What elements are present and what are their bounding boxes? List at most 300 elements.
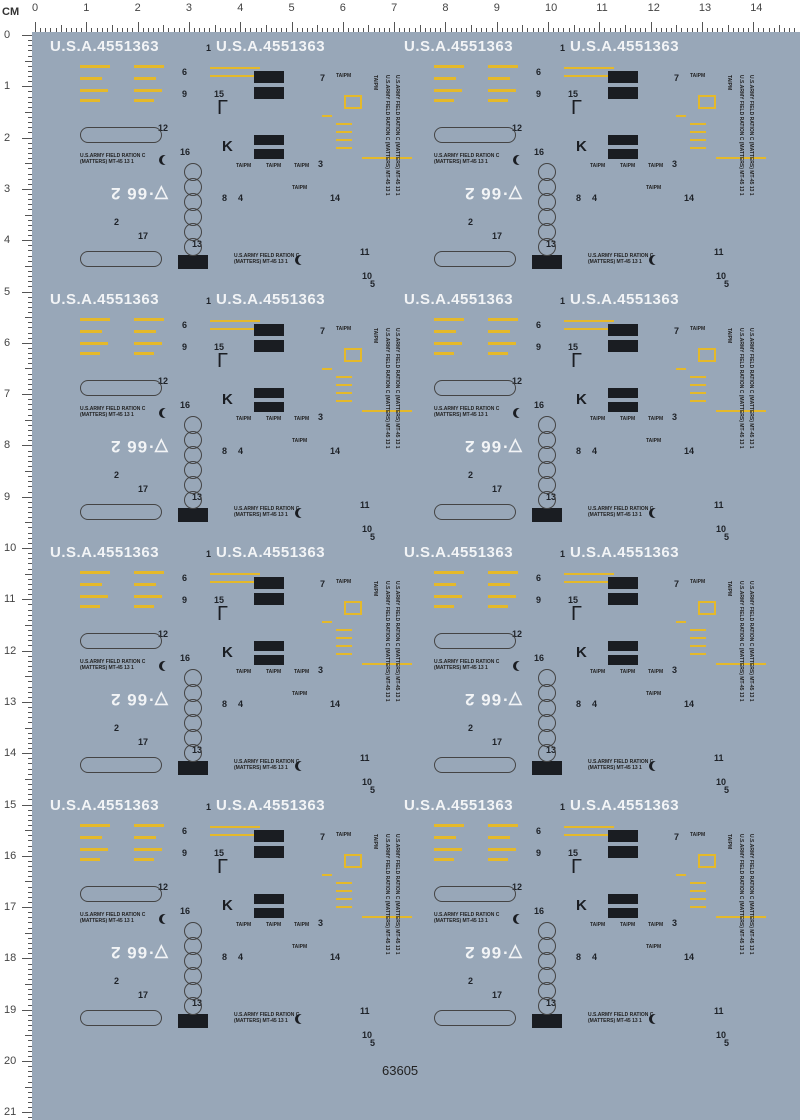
small-tag: TAIPM: [236, 163, 252, 169]
decal-sheet: [32, 32, 800, 1120]
army-label: U.S.ARMY FIELD RATION C (MATTERS) MT-45 13 1: [234, 759, 300, 771]
ruler-left-label: 2: [4, 131, 11, 144]
ruler-tick: [22, 343, 32, 344]
yellow-marking: [564, 834, 614, 836]
decal-number: 2: [114, 723, 120, 733]
decal-number: 7: [674, 832, 680, 842]
decal-number: 7: [320, 579, 326, 589]
small-tag: TAIPM: [236, 669, 252, 675]
yellow-marking: [80, 858, 100, 861]
ruler-left-label: 18: [4, 952, 17, 965]
yellow-marking: [434, 65, 464, 68]
ruler-left-label: 19: [4, 1003, 17, 1016]
decal-number: 10: [362, 777, 373, 787]
yellow-marking: [322, 621, 332, 623]
yellow-marking: [80, 571, 110, 574]
ruler-tick: [25, 61, 32, 62]
serial-number-b: U.S.A.4551363: [216, 797, 326, 814]
decal-number: 17: [492, 990, 503, 1000]
yellow-marking: [434, 330, 456, 333]
army-label: U.S.ARMY FIELD RATION C (MATTERS) MT-45 13 1: [434, 406, 500, 418]
ruler-tick: [22, 1061, 32, 1062]
ruler-tick: [651, 22, 652, 32]
small-tag: TAIPM: [620, 922, 636, 928]
ruler-tick: [86, 22, 87, 32]
crescent-decal: [516, 155, 526, 165]
yellow-marking: [80, 330, 102, 333]
decal-number: 5: [724, 279, 730, 289]
yellow-marking: [134, 848, 162, 851]
yellow-marking: [690, 653, 706, 655]
ruler-tick: [25, 1035, 32, 1036]
serial-number-a: U.S.A.4551363: [404, 38, 514, 55]
ruler-tick: [22, 189, 32, 190]
yellow-marking: [322, 115, 332, 117]
vertical-label: TAIPM: [372, 75, 378, 91]
stencil-block: [608, 593, 638, 605]
vertical-label: U.S.ARMY FIELD RATION C (MATTERS) MT-45 13 1: [748, 328, 754, 449]
decal-number: 17: [138, 484, 149, 494]
decal-number: 9: [182, 89, 188, 99]
decal-set: [394, 35, 754, 295]
army-label: U.S.ARMY FIELD RATION C (MATTERS) MT-45 13 1: [234, 506, 300, 518]
crescent-decal: [298, 761, 308, 771]
yellow-marking: [488, 605, 508, 608]
yellow-marking: [134, 352, 154, 355]
yellow-marking: [80, 583, 102, 586]
decal-number: 15: [214, 848, 225, 858]
small-tag: TAIPM: [336, 73, 352, 79]
vertical-label: TAIPM: [726, 75, 732, 91]
decal-number: 4: [238, 952, 244, 962]
ruler-tick: [22, 497, 32, 498]
decal-number: 5: [724, 785, 730, 795]
decal-number: 5: [724, 532, 730, 542]
yellow-marking: [134, 858, 154, 861]
army-label: U.S.ARMY FIELD RATION C (MATTERS) MT-45 13 1: [588, 1012, 654, 1024]
ruler-tick: [22, 856, 32, 857]
ruler-tick: [22, 35, 32, 36]
yellow-marking: [676, 874, 686, 876]
yellow-marking: [488, 824, 518, 827]
vertical-label: U.S.ARMY FIELD RATION C (MATTERS) MT-45 13 1: [394, 328, 400, 449]
yellow-frame: [698, 854, 716, 868]
ruler-top-label: 1: [83, 2, 90, 14]
yellow-marking: [134, 65, 164, 68]
yellow-marking: [134, 318, 164, 321]
army-label: U.S.ARMY FIELD RATION C (MATTERS) MT-45 13 1: [434, 912, 500, 924]
decal-number: 10: [716, 1030, 727, 1040]
decal-number: 13: [546, 492, 557, 502]
serial-number-a: U.S.A.4551363: [404, 544, 514, 561]
ruler-tick: [22, 805, 32, 806]
decal-number: 10: [362, 524, 373, 534]
decal-number: 7: [320, 832, 326, 842]
oval-border: [434, 886, 516, 902]
ruler-tick: [22, 958, 32, 959]
yellow-marking: [564, 67, 614, 69]
yellow-marking: [564, 75, 614, 77]
yellow-marking: [134, 583, 156, 586]
ruler-tick: [676, 25, 677, 32]
ruler-tick: [753, 22, 754, 32]
oval-border: [80, 504, 162, 520]
stencil-block: [608, 577, 638, 589]
decal-number: 12: [158, 123, 169, 133]
yellow-marking: [336, 898, 352, 900]
stencil-block: [254, 71, 284, 83]
army-label: U.S.ARMY FIELD RATION C (MATTERS) MT-45 13 1: [234, 1012, 300, 1024]
yellow-marking: [336, 629, 352, 631]
yellow-marking: [488, 89, 516, 92]
small-tag: TAIPM: [648, 416, 664, 422]
yellow-marking: [134, 571, 164, 574]
stencil-block: [608, 830, 638, 842]
stencil-block: [178, 255, 208, 269]
oval-border: [434, 1010, 516, 1026]
yellow-marking: [434, 99, 454, 102]
army-label: U.S.ARMY FIELD RATION C (MATTERS) MT-45 13 1: [80, 912, 146, 924]
gamma-decal: Γ: [571, 97, 583, 119]
decal-number: 12: [512, 123, 523, 133]
vertical-label: U.S.ARMY FIELD RATION C (MATTERS) MT-45 13 1: [384, 581, 390, 702]
yellow-marking: [80, 77, 102, 80]
decal-number: 15: [214, 595, 225, 605]
decal-number: 4: [238, 446, 244, 456]
decal-number: 11: [714, 1006, 724, 1016]
crescent-decal: [298, 1014, 308, 1024]
yellow-marking: [488, 858, 508, 861]
decal-set: [40, 541, 400, 801]
yellow-marking: [690, 882, 706, 884]
crescent-decal: [652, 255, 662, 265]
yellow-marking: [336, 906, 352, 908]
stencil-block: [254, 846, 284, 858]
decal-number: 16: [534, 400, 545, 410]
ruler-tick: [25, 163, 32, 164]
decal-number: 4: [238, 699, 244, 709]
decal-number: 13: [192, 745, 203, 755]
yellow-marking: [80, 824, 110, 827]
yellow-frame: [344, 348, 362, 362]
ruler-left-label: 11: [4, 593, 16, 606]
yellow-frame: [344, 854, 362, 868]
vertical-label: U.S.ARMY FIELD RATION C (MATTERS) MT-45 13 1: [394, 581, 400, 702]
small-tag: TAIPM: [620, 163, 636, 169]
decal-number: 11: [714, 753, 724, 763]
yellow-marking: [434, 77, 456, 80]
ruler-tick: [394, 22, 395, 32]
vertical-label: U.S.ARMY FIELD RATION C (MATTERS) MT-45 13 1: [384, 328, 390, 449]
decal-number: 3: [318, 159, 324, 169]
decal-number: 5: [724, 1038, 730, 1048]
decal-number: 4: [238, 193, 244, 203]
decal-number: 6: [536, 826, 542, 836]
chain-ring: [184, 744, 202, 762]
ruler-tick: [420, 25, 421, 32]
yellow-marking: [210, 826, 260, 828]
decal-number: 13: [192, 239, 203, 249]
flipped-marking: ▽·66 2: [110, 690, 168, 709]
ruler-left-label: 6: [4, 336, 11, 349]
yellow-marking: [80, 848, 108, 851]
decal-number: 2: [468, 470, 474, 480]
stencil-block: [608, 908, 638, 918]
decal-number: 15: [568, 342, 579, 352]
yellow-marking: [488, 848, 516, 851]
decal-number: 3: [318, 918, 324, 928]
yellow-marking: [210, 581, 260, 583]
decal-number: 8: [576, 446, 582, 456]
yellow-marking: [690, 906, 706, 908]
yellow-marking: [676, 621, 686, 623]
ruler-top-label: 0: [32, 2, 39, 14]
yellow-marking: [210, 320, 260, 322]
chain-ring: [184, 491, 202, 509]
decal-number: 7: [674, 579, 680, 589]
decal-number: 14: [330, 446, 341, 456]
ruler-tick: [292, 22, 293, 32]
yellow-marking: [134, 595, 162, 598]
decal-set: [394, 288, 754, 548]
small-tag: TAIPM: [648, 669, 664, 675]
small-tag: TAIPM: [294, 416, 310, 422]
yellow-frame: [698, 95, 716, 109]
small-tag: TAIPM: [292, 185, 308, 191]
yellow-marking: [676, 368, 686, 370]
letter-k-decal: K: [576, 138, 587, 155]
ruler-tick: [25, 1087, 32, 1088]
decal-number: 9: [182, 848, 188, 858]
army-label: U.S.ARMY FIELD RATION C (MATTERS) MT-45 13 1: [588, 253, 654, 265]
ruler-left-label: 3: [4, 182, 11, 195]
flipped-marking: ▽·66 2: [110, 437, 168, 456]
decal-number: 17: [492, 737, 503, 747]
stencil-block: [608, 655, 638, 665]
decal-number: 9: [182, 595, 188, 605]
decal-number: 2: [114, 470, 120, 480]
ruler-tick: [25, 830, 32, 831]
yellow-marking: [690, 890, 706, 892]
small-tag: TAIPM: [266, 669, 282, 675]
decal-number: 12: [158, 376, 169, 386]
crescent-decal: [162, 408, 172, 418]
ruler-tick: [215, 25, 216, 32]
small-tag: TAIPM: [294, 163, 310, 169]
yellow-marking: [336, 147, 352, 149]
decal-number: 13: [546, 239, 557, 249]
vertical-label: TAIPM: [372, 834, 378, 850]
letter-k-decal: K: [222, 138, 233, 155]
ruler-top-label: 8: [442, 2, 449, 14]
yellow-marking: [210, 75, 260, 77]
decal-number: 6: [536, 320, 542, 330]
ruler-tick: [22, 394, 32, 395]
decal-number: 3: [672, 665, 678, 675]
vertical-label: U.S.ARMY FIELD RATION C (MATTERS) MT-45 13 1: [384, 75, 390, 196]
yellow-marking: [336, 131, 352, 133]
yellow-marking: [488, 99, 508, 102]
decal-number: 14: [684, 446, 695, 456]
gamma-decal: Γ: [571, 856, 583, 878]
yellow-marking: [434, 824, 464, 827]
stencil-block: [178, 508, 208, 522]
stencil-block: [254, 908, 284, 918]
yellow-marking: [690, 123, 706, 125]
ruler-tick: [22, 753, 32, 754]
left-ruler: [0, 0, 32, 1120]
stencil-block: [254, 655, 284, 665]
yellow-frame: [344, 601, 362, 615]
yellow-marking: [210, 573, 260, 575]
decal-number: 2: [114, 976, 120, 986]
decal-number: 4: [592, 699, 598, 709]
yellow-marking: [80, 318, 110, 321]
decal-number: 11: [714, 247, 724, 257]
ruler-left-label: 21: [4, 1106, 17, 1119]
vertical-label: U.S.ARMY FIELD RATION C (MATTERS) MT-45 13 1: [748, 581, 754, 702]
yellow-marking: [434, 583, 456, 586]
army-label: U.S.ARMY FIELD RATION C (MATTERS) MT-45 13 1: [234, 253, 300, 265]
decal-number: 8: [576, 952, 582, 962]
ruler-left-label: 10: [4, 542, 17, 554]
vertical-label: TAIPM: [726, 834, 732, 850]
yellow-marking: [488, 583, 510, 586]
ruler-tick: [25, 522, 32, 523]
decal-number: 17: [492, 484, 503, 494]
ruler-tick: [189, 22, 190, 32]
yellow-marking: [564, 826, 614, 828]
decal-number: 7: [674, 73, 680, 83]
decal-number: 8: [576, 193, 582, 203]
oval-border: [80, 633, 162, 649]
small-tag: TAIPM: [266, 922, 282, 928]
vertical-label: U.S.ARMY FIELD RATION C (MATTERS) MT-45 13 1: [394, 75, 400, 196]
ruler-left-label: 14: [4, 747, 17, 760]
oval-border: [434, 251, 516, 267]
decal-number: 10: [716, 777, 727, 787]
yellow-marking: [690, 376, 706, 378]
stencil-block: [608, 149, 638, 159]
small-tag: TAIPM: [690, 326, 706, 332]
ruler-left-label: 17: [4, 901, 17, 914]
ruler-tick: [497, 22, 498, 32]
gamma-decal: Γ: [217, 97, 229, 119]
yellow-marking: [322, 874, 332, 876]
yellow-marking: [690, 400, 706, 402]
yellow-marking: [134, 89, 162, 92]
ruler-left-label: 20: [4, 1055, 17, 1067]
crescent-decal: [652, 761, 662, 771]
ruler-tick: [22, 1010, 32, 1011]
stencil-block: [532, 255, 562, 269]
yellow-marking: [134, 824, 164, 827]
decal-number: 1: [206, 802, 212, 812]
decal-number: 6: [182, 573, 188, 583]
stencil-block: [254, 87, 284, 99]
ruler-tick: [548, 22, 549, 32]
yellow-marking: [210, 67, 260, 69]
ruler-tick: [25, 881, 32, 882]
small-tag: TAIPM: [292, 438, 308, 444]
decal-number: 1: [560, 802, 566, 812]
stencil-block: [254, 894, 284, 904]
yellow-marking: [690, 139, 706, 141]
decal-number: 5: [370, 1038, 376, 1048]
decal-number: 3: [318, 412, 324, 422]
yellow-marking: [134, 77, 156, 80]
yellow-frame: [344, 95, 362, 109]
letter-k-decal: K: [576, 897, 587, 914]
ruler-tick: [22, 702, 32, 703]
flipped-marking: ▽·66 2: [464, 437, 522, 456]
decal-number: 1: [560, 549, 566, 559]
ruler-tick: [138, 22, 139, 32]
chain-ring: [538, 744, 556, 762]
oval-border: [80, 127, 162, 143]
decal-number: 14: [684, 952, 695, 962]
decal-number: 2: [114, 217, 120, 227]
decal-number: 17: [138, 737, 149, 747]
small-tag: TAIPM: [236, 416, 252, 422]
stencil-block: [608, 641, 638, 651]
decal-number: 9: [182, 342, 188, 352]
ruler-tick: [25, 984, 32, 985]
decal-number: 8: [222, 193, 228, 203]
yellow-marking: [690, 384, 706, 386]
decal-number: 7: [674, 326, 680, 336]
small-tag: TAIPM: [294, 922, 310, 928]
oval-border: [80, 251, 162, 267]
ruler-left-label: 1: [4, 80, 11, 93]
yellow-marking: [80, 836, 102, 839]
crescent-decal: [516, 408, 526, 418]
small-tag: TAIPM: [590, 163, 606, 169]
oval-border: [434, 504, 516, 520]
stencil-block: [608, 324, 638, 336]
yellow-marking: [210, 834, 260, 836]
ruler-tick: [22, 240, 32, 241]
yellow-frame: [698, 348, 716, 362]
small-tag: TAIPM: [648, 922, 664, 928]
ruler-top-label: 6: [339, 2, 346, 14]
yellow-marking: [434, 318, 464, 321]
yellow-marking: [336, 392, 352, 394]
army-label: U.S.ARMY FIELD RATION C (MATTERS) MT-45 13 1: [80, 659, 146, 671]
decal-number: 16: [534, 653, 545, 663]
vertical-label: U.S.ARMY FIELD RATION C (MATTERS) MT-45 13 1: [738, 581, 744, 702]
letter-k-decal: K: [222, 644, 233, 661]
ruler-left-label: 7: [4, 388, 11, 401]
ruler-tick: [625, 25, 626, 32]
decal-number: 1: [206, 549, 212, 559]
oval-border: [80, 1010, 162, 1026]
decal-number: 12: [512, 882, 523, 892]
army-label: U.S.ARMY FIELD RATION C (MATTERS) MT-45 13 1: [80, 406, 146, 418]
flipped-marking: ▽·66 2: [464, 184, 522, 203]
ruler-tick: [35, 22, 36, 32]
yellow-marking: [80, 342, 108, 345]
yellow-marking: [134, 330, 156, 333]
yellow-marking: [564, 320, 614, 322]
decal-number: 11: [714, 500, 724, 510]
flipped-marking: ▽·66 2: [110, 943, 168, 962]
army-label: U.S.ARMY FIELD RATION C (MATTERS) MT-45 13 1: [588, 506, 654, 518]
army-label: U.S.ARMY FIELD RATION C (MATTERS) MT-45 13 1: [434, 153, 500, 165]
crescent-decal: [298, 508, 308, 518]
army-label: U.S.ARMY FIELD RATION C (MATTERS) MT-45 13 1: [80, 153, 146, 165]
oval-border: [434, 127, 516, 143]
